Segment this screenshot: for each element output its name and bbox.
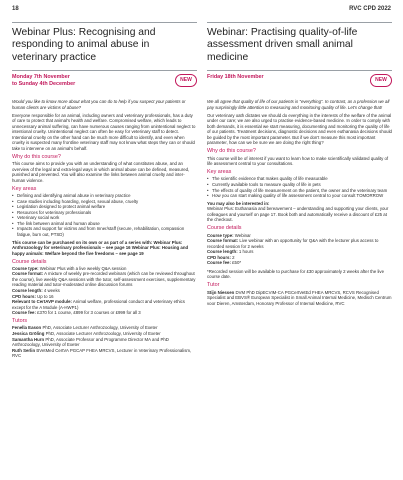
tutor-entry: Samantha Hurn PhD, Associate Professor and Programme Director MA and PhD Anthrozoology, University of Exeter xyxy=(12,336,169,348)
key-areas-heading: Key areas xyxy=(12,185,37,192)
tutor-heading: Tutor xyxy=(207,282,220,289)
cpd-hours: CPD hours: 2 xyxy=(207,254,235,260)
list-item: • Veterinary social work xyxy=(12,215,197,221)
list-item: • Currently available tools to measure quality of life in pets xyxy=(207,182,392,188)
course-details-heading: Course details xyxy=(12,258,47,265)
cpd-hours: CPD hours: Up to 16 xyxy=(12,293,54,299)
course-title: Webinar Plus: Recognising and responding to animal abuse in veterinary practice xyxy=(12,27,156,63)
course-length: Course length: 4 weeks xyxy=(12,288,60,294)
left-course-column xyxy=(12,22,197,359)
tutor-entry: Fenella Eason PhD, Associate Lecturer Anthrozoology, University of Exeter xyxy=(12,325,158,331)
key-areas-heading: Key areas xyxy=(207,169,232,176)
page-number: 18 xyxy=(12,6,19,12)
list-item: • The scientific evidence that makes quality of life measurable xyxy=(207,176,392,182)
why-heading: Why do this course? xyxy=(207,148,256,155)
tutor-entry: Jessica Gröling PhD, Associate Lecturer Anthrozoology, University of Exeter xyxy=(12,331,161,337)
course-fee: Course fee: £370 for 1 course, £899 for 3 courses or £999 for all 3 xyxy=(12,310,141,316)
right-course-column xyxy=(207,22,392,306)
why-text: This course aims to provide you with an understanding of what constitutes abuse, and an overview of the legal and extra-legal ways in which animal abuse can be defined, measured, punished and prevented. You will also examine the links between animal cruelty and inter-human violence. xyxy=(12,161,190,183)
also-interested-text: Webinar Plus: Euthanasia and bereavement – understanding and supporting your clients, your colleagues and yourself on page 17. Book both and automatically receive a discount of £25 at the checkout. xyxy=(207,206,389,223)
new-badge: NEW xyxy=(370,74,392,87)
intro-statement: We all agree that quality of life of our patients is "everything". In contrast, as a profession we all pay surprisingly little attention to measuring and monitoring quality of life. Let's change that! xyxy=(207,99,390,110)
course-length: Course length: 1 hours xyxy=(207,249,254,255)
list-item: • The effects of quality of life measurement on the patient, the owner and the veterinary team xyxy=(207,188,392,194)
why-heading: Why do this course? xyxy=(12,154,61,161)
list-item: • Legislation designed to protect animal welfare xyxy=(12,204,197,210)
list-item: • The link between animal and human abuse xyxy=(12,221,197,227)
course-dates xyxy=(207,70,392,96)
page-header xyxy=(0,0,403,20)
date-to: to Sunday 4th December xyxy=(12,81,76,88)
list-item: • Impacts and support for victims and from Inner/staff (secure, rehabilitation, compassion fatigue, burn out, PTSD) xyxy=(12,226,197,237)
also-interested-heading: You may also be interested in: xyxy=(207,200,270,206)
course-details-heading: Course details xyxy=(207,225,242,232)
key-areas-list xyxy=(207,176,392,198)
course-date: Friday 18th November xyxy=(207,74,264,81)
course-dates xyxy=(12,70,197,96)
new-badge: NEW xyxy=(175,74,197,87)
list-item: • Defining and identifying animal abuse in veterinary practice xyxy=(12,193,197,199)
intro-text: Everyone responsible for an animal, including owners and veterinary professionals, has a duty of care to protect that animal's health and welfare. Compromised welfare, which leads to unnecessary animal suffering, can have numerous causes ranging from unintentional neglect to intentional cruelty. Unintentional neglect can often be easy for veterinary staff to detect. Intentional cruelty on the other hand can be much more difficult to identify, and even when cruelty is suspected many frontline veterinary staff may not know what steps they can or should take to intervene on an animal's behalf. xyxy=(12,112,196,151)
fee-footnote: *Recorded session will be available to purchase for £30 approximately 2 weeks after the live course date. xyxy=(207,268,384,280)
course-type: Course type: Webinar xyxy=(207,232,251,238)
series-note: This course can be purchased on its own or as part of a series with: Webinar Plus: Anthrozoology for veterinary professionals – see page 16 Webinar Plus: Housing and happy animals: Welfare beyond the five freedoms – see page 19 xyxy=(12,239,189,256)
publication-title: RVC CPD 2022 xyxy=(349,6,391,12)
tutor-entry: Stijn Niessen DVM PhD DipECVIM-CA PGCertVetEd FHEA MRCVS, RCVS Recognised Specialist and EBVS® European Specialist in Small Animal Internal Medicine, Medisch Centrum voor Dieren, Amsterdam, Honorary Professor of Internal Medicine, RVC xyxy=(207,289,392,306)
course-format: Course format: Live webinar with an opportunity for Q&A with the lecturer plus access to recorded session for 2 weeks xyxy=(207,238,379,249)
why-text: This course will be of interest if you want to learn how to make scientifically validated quality of life assessment central to your consultations. xyxy=(207,155,389,167)
course-type: Course type: Webinar Plus with a live weekly Q&A session xyxy=(12,265,127,271)
date-from: Monday 7th November xyxy=(12,74,70,81)
tutors-heading: Tutors xyxy=(12,318,28,325)
list-item: • How you can start making quality of life assessment central to your consult TOMORROW xyxy=(207,193,392,199)
list-item: • Resources for veterinary professionals xyxy=(12,210,197,216)
relevant-module: Relevant to CertAVP module: Animal welfare, professional conduct and veterinary ethics except for the A Module (A-HWP1) xyxy=(12,299,185,310)
intro-question: Would you like to know more about what you can do to help if you suspect your patients or human clients are victims of abuse? xyxy=(12,99,186,110)
course-fee: Course fee: £50* xyxy=(207,260,242,266)
divider xyxy=(207,22,392,23)
key-areas-list xyxy=(12,193,197,237)
course-title: Webinar: Practising quality-of-life assessment driven small animal medicine xyxy=(207,27,358,63)
tutor-entry: Ruth Serlin BVetMed CertVA PGCAP FHEA MRCVS, Lecturer in Veterinary Professionalism, RVC xyxy=(12,347,192,359)
list-item: • Case studies including hoarding, neglect, sexual abuse, cruelty xyxy=(12,199,197,205)
divider xyxy=(12,22,197,23)
intro-text: Our veterinary oath dictates we should do everything in the interests of the welfare of the animal under our care; we are also urged to practise evidence-based medicine. In order to comply with both demands, it is essential we start measuring, documenting and monitoring the quality of life of our patients. Treatment decisions, diagnostic decisions and even euthanasia decisions should be guided by the most important parameter. But if we don't measure this most important parameter, how can we be sure we are doing the right thing? xyxy=(207,112,392,146)
course-format: Course format: A mixture of weekly pre-recorded webinars (which can be reviewed throughout the course), live weekly Q&A sessions with the tutor, self-assessment exercises, supplementary reading material and tutor-moderated online discussion forums xyxy=(12,271,196,288)
